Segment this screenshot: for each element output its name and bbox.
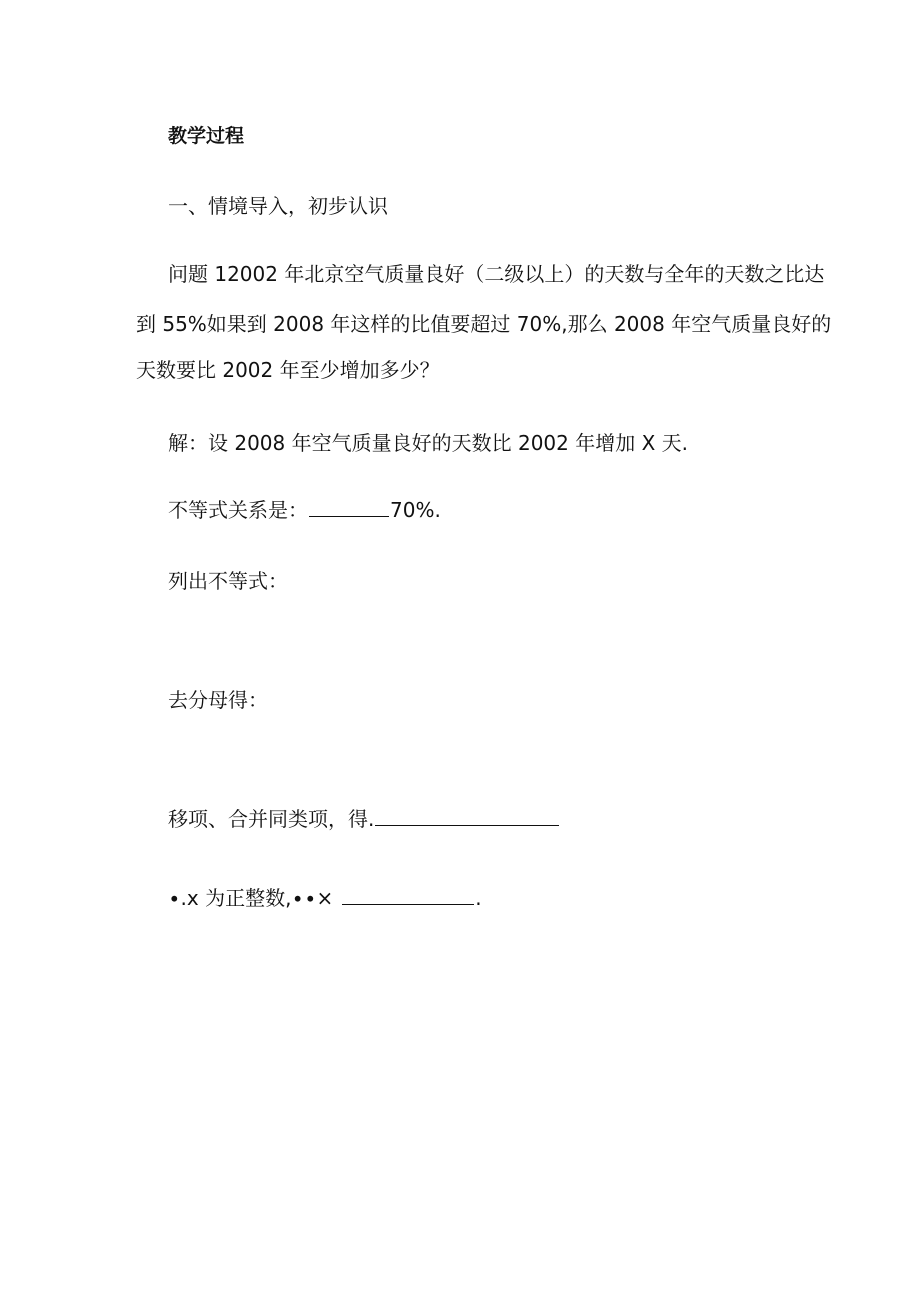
combine-blank[interactable] [375, 807, 559, 826]
list-inequality-label: 列出不等式： [168, 569, 288, 593]
solution-setup: 解：设 2008 年空气质量良好的天数比 2002 年增加 X 天. [168, 431, 688, 455]
combine-prefix: 移项、合并同类项，得. [168, 807, 375, 831]
heading: 教学过程 [168, 125, 245, 147]
conclusion-prefix: ∙.x 为正整数,∙∙× [168, 886, 334, 910]
relation-prefix: 不等式关系是： [168, 498, 308, 522]
relation-blank[interactable] [309, 498, 389, 517]
clear-denominator-label: 去分母得： [168, 688, 268, 712]
section-title: 一、情境导入，初步认识 [168, 194, 388, 218]
conclusion-blank[interactable] [342, 886, 474, 905]
combine-line [168, 807, 560, 831]
problem-line-2: 到 55%如果到 2008 年这样的比值要超过 70%,那么 2008 年空气质量良好的 [136, 312, 832, 336]
conclusion-suffix: . [475, 886, 482, 910]
problem-line-1: 问题 12002 年北京空气质量良好（二级以上）的天数与全年的天数之比达 [168, 262, 825, 286]
problem-line-3: 天数要比 2002 年至少增加多少？ [136, 358, 440, 382]
relation-line [168, 498, 441, 522]
conclusion-line [168, 886, 482, 910]
relation-suffix: 70%. [390, 498, 441, 522]
